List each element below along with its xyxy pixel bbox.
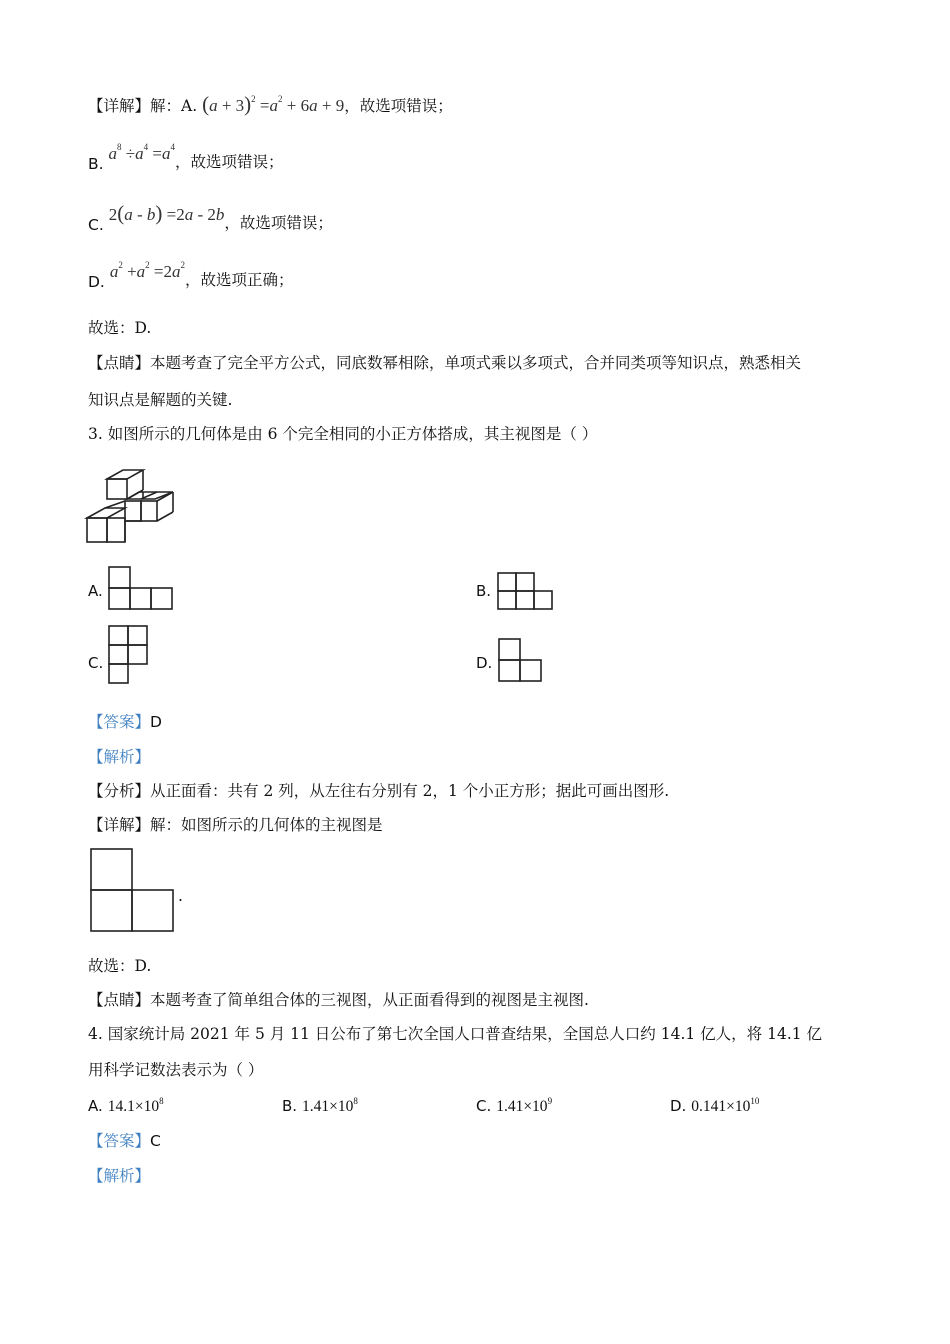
q4-question-line1: 4. 国家统计局 2021 年 5 月 11 日公布了第七次全国人口普查结果，全国总人口约 14.1 亿人，将 14.1 亿	[88, 1025, 823, 1043]
fenxi-label: 【分析】	[88, 782, 151, 800]
formula-d: $a^2 +a^2 =2a^2$	[109, 260, 185, 281]
dianjing-label: 【点睛】	[88, 991, 151, 1009]
q3-solid-figure	[85, 468, 180, 548]
q3-option-d-label: D.	[476, 654, 493, 672]
q3-option-a-figure	[108, 566, 176, 611]
q2-detail-line	[88, 94, 453, 118]
q4-option-a: A. $14.1\times 10^8$	[88, 1096, 164, 1115]
formula-a: $(a + 3)^2 =a^2 + 6a + 9$	[202, 92, 345, 116]
q4-option-c: C. $1.41\times 10^9$	[476, 1096, 553, 1115]
q4-option-d: D. $0.141\times 10^{10}$	[670, 1096, 760, 1115]
q3-detail-period: .	[178, 887, 183, 905]
option-b-label: B.	[88, 155, 104, 173]
formula-b: $a^8 \div a^4 =a^4$	[108, 142, 175, 163]
answer-label: 【答案】	[88, 1132, 151, 1150]
detail-label: 【详解】	[88, 97, 151, 115]
fenxi-text: 从正面看：共有 2 列，从左往右分别有 2，1 个小正方形；据此可画出图形.	[150, 782, 670, 800]
q4-question-line2: 用科学记数法表示为（ ）	[88, 1061, 264, 1079]
q2-dianjing-line2: 知识点是解题的关键.	[88, 391, 233, 409]
detail-text: 解：A.	[150, 97, 198, 115]
q3-detail-line	[88, 815, 383, 835]
q3-option-b-figure	[497, 572, 557, 612]
q3-option-b-label: B.	[476, 582, 492, 600]
dianjing-label: 【点睛】	[88, 354, 151, 372]
q4-option-b: B. $1.41\times 10^8$	[282, 1096, 358, 1115]
q3-option-a-label: A.	[88, 582, 103, 600]
dianjing-text: 本题考查了完全平方公式，同底数幂相除，单项式乘以多项式，合并同类项等知识点，熟悉相关	[150, 354, 802, 372]
q2-b-line	[88, 142, 284, 174]
q3-fenxi-line	[88, 781, 669, 801]
answer-value: C	[150, 1132, 161, 1150]
q3-jiexi-label: 【解析】	[88, 748, 151, 766]
detail-label: 【详解】	[88, 816, 151, 834]
q3-answer-line	[88, 712, 162, 732]
answer-label: 【答案】	[88, 713, 151, 731]
q3-dianjing-line	[88, 990, 589, 1010]
d-tail: ，故选项正确；	[185, 271, 294, 289]
formula-c: 2(a - b) =2a - 2b	[108, 201, 225, 225]
answer-value: D	[150, 713, 162, 731]
q3-option-c-figure	[108, 625, 150, 685]
q2-c-line	[88, 201, 333, 234]
q3-question: 3. 如图所示的几何体是由 6 个完全相同的小正方体搭成，其主视图是（ ）	[88, 425, 598, 443]
a-tail: ，故选项错误；	[344, 97, 453, 115]
q3-option-c-label: C.	[88, 654, 104, 672]
option-d-label: D.	[88, 273, 105, 291]
q2-dianjing-line1	[88, 353, 801, 373]
q4-answer-line	[88, 1131, 161, 1151]
c-tail: ，故选项错误；	[224, 214, 333, 232]
detail-text: 解：如图所示的几何体的主视图是	[150, 816, 383, 834]
b-tail: ，故选项错误；	[174, 153, 284, 171]
dianjing-text: 本题考查了简单组合体的三视图，从正面看得到的视图是主视图.	[150, 991, 589, 1009]
q3-choice: 故选：D.	[88, 957, 152, 975]
q2-choice: 故选：D.	[88, 319, 152, 337]
q3-option-d-figure	[498, 638, 546, 684]
q2-d-line	[88, 260, 294, 292]
q3-answer-figure	[90, 848, 178, 934]
q4-jiexi-label: 【解析】	[88, 1167, 151, 1185]
option-c-label: C.	[88, 216, 104, 234]
